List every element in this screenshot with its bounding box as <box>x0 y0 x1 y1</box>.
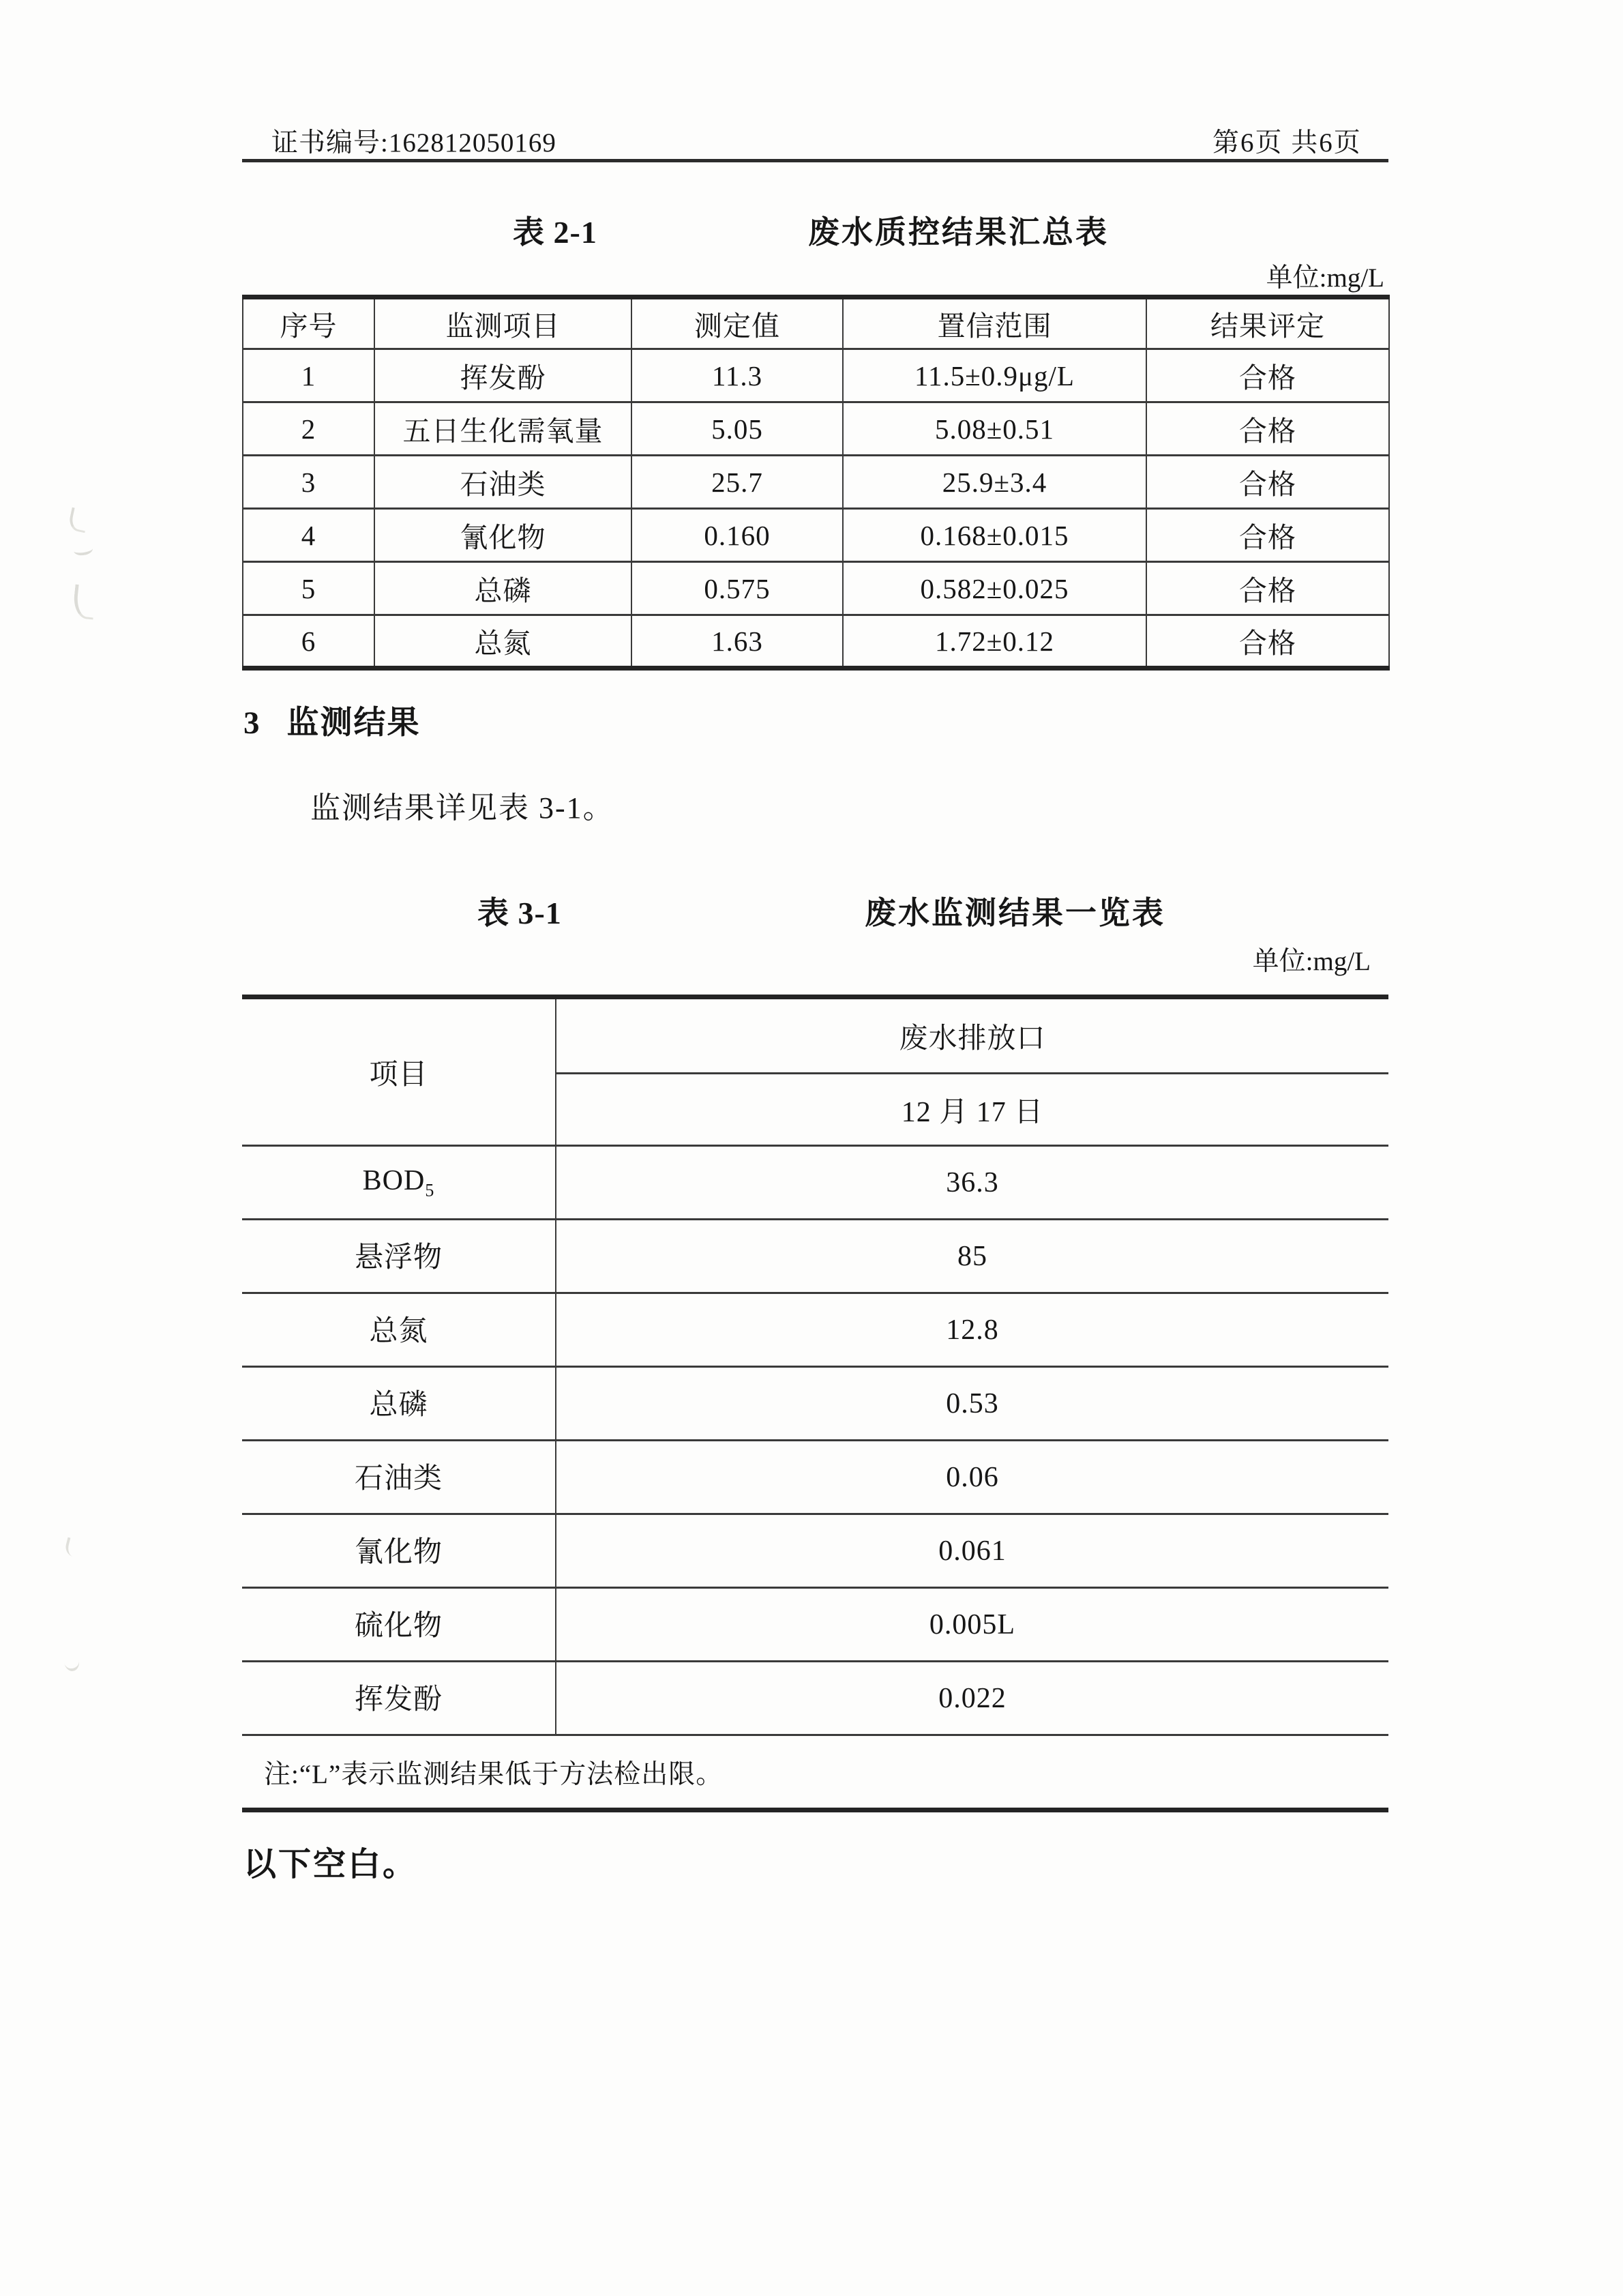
cell-value: 0.160 <box>631 509 843 562</box>
column-header: 置信范围 <box>843 297 1146 349</box>
cell-result: 合格 <box>1146 562 1389 615</box>
table-row <box>242 1293 1388 1367</box>
table-row <box>242 1367 1388 1441</box>
certificate-number: 证书编号:162812050169 <box>271 128 556 158</box>
cell-result: 合格 <box>1146 456 1389 509</box>
table-row <box>243 456 1389 509</box>
table-header-row <box>243 297 1389 349</box>
column-header: 测定值 <box>631 297 843 349</box>
column-header: 序号 <box>243 297 374 349</box>
cell-range: 0.582±0.025 <box>843 562 1146 615</box>
table-row <box>242 1146 1388 1220</box>
cell-item: 总磷 <box>374 562 631 615</box>
cell-item: 五日生化需氧量 <box>374 402 631 456</box>
date-header: 12 月 17 日 <box>556 1074 1388 1146</box>
cell-seq: 4 <box>243 509 374 562</box>
cell-seq: 5 <box>243 562 374 615</box>
monitoring-results-table <box>242 995 1388 1812</box>
table-row <box>242 1220 1388 1293</box>
cell-value: 0.53 <box>556 1367 1388 1441</box>
table31-title: 废水监测结果一览表 <box>865 896 1165 930</box>
table-note-row <box>242 1735 1388 1810</box>
cell-range: 0.168±0.015 <box>843 509 1146 562</box>
table31-unit: 单位:mg/L <box>1252 947 1371 976</box>
cell-item: 总氮 <box>374 615 631 668</box>
item-subscript: 5 <box>425 1180 435 1201</box>
table-row <box>243 402 1389 456</box>
table-row <box>242 1662 1388 1735</box>
cell-item: $BOD_5$ <box>242 1146 556 1220</box>
cell-value: 25.7 <box>631 456 843 509</box>
table31-label: 表 3-1 <box>477 896 562 930</box>
below-blank-text: 以下空白。 <box>243 1846 418 1883</box>
table-row <box>243 615 1389 668</box>
section-heading <box>243 697 421 743</box>
cell-value: 0.06 <box>556 1441 1388 1514</box>
cell-value: 11.3 <box>631 349 843 402</box>
table-row <box>243 349 1389 402</box>
table-row <box>243 562 1389 615</box>
cell-value: 0.005L <box>556 1588 1388 1662</box>
table21-label: 表 2-1 <box>513 215 597 250</box>
cell-item: 氰化物 <box>242 1514 556 1588</box>
outlet-header: 废水排放口 <box>556 997 1388 1074</box>
cell-value: 1.63 <box>631 615 843 668</box>
column-header: 监测项目 <box>374 297 631 349</box>
cell-range: 11.5±0.9μg/L <box>843 349 1146 402</box>
cell-seq: 1 <box>243 349 374 402</box>
scan-artifact <box>73 543 93 557</box>
cell-item: 石油类 <box>242 1441 556 1514</box>
scan-artifact <box>63 1651 81 1672</box>
cell-value: 0.061 <box>556 1514 1388 1588</box>
cell-result: 合格 <box>1146 349 1389 402</box>
cell-result: 合格 <box>1146 509 1389 562</box>
cell-value: 85 <box>556 1220 1388 1293</box>
item-column-header: 项目 <box>369 1059 428 1091</box>
cell-item: 总磷 <box>242 1367 556 1441</box>
cell-item: 总氮 <box>242 1293 556 1367</box>
cell-result: 合格 <box>1146 615 1389 668</box>
cell-item: 氰化物 <box>374 509 631 562</box>
scan-artifact <box>68 507 89 533</box>
table-row <box>242 1441 1388 1514</box>
cell-seq: 2 <box>243 402 374 456</box>
cell-value: 0.575 <box>631 562 843 615</box>
scan-artifact <box>72 585 97 620</box>
cell-value: 12.8 <box>556 1293 1388 1367</box>
cell-range: 1.72±0.12 <box>843 615 1146 668</box>
scan-artifact <box>63 1537 84 1558</box>
table-row <box>242 1514 1388 1588</box>
cell-item: 悬浮物 <box>242 1220 556 1293</box>
cell-range: 25.9±3.4 <box>843 456 1146 509</box>
section-paragraph: 监测结果详见表 3-1。 <box>310 791 614 825</box>
table-header-row <box>242 997 1388 1074</box>
cell-item: 硫化物 <box>242 1588 556 1662</box>
cell-seq: 3 <box>243 456 374 509</box>
cell-item: 挥发酚 <box>374 349 631 402</box>
table-row <box>242 1588 1388 1662</box>
cell-value: 0.022 <box>556 1662 1388 1735</box>
column-header: 结果评定 <box>1146 297 1389 349</box>
table-row <box>243 509 1389 562</box>
cell-value: 36.3 <box>556 1146 1388 1220</box>
page-indicator: 第6页 共6页 <box>1212 128 1362 158</box>
cell-item: 石油类 <box>374 456 631 509</box>
header-rule <box>242 159 1388 162</box>
cell-item: 挥发酚 <box>242 1662 556 1735</box>
cell-result: 合格 <box>1146 402 1389 456</box>
table21-unit: 单位:mg/L <box>1266 263 1384 293</box>
table21-title: 废水质控结果汇总表 <box>808 215 1109 250</box>
table-note: 注:“L”表示监测结果低于方法检出限。 <box>242 1735 1388 1810</box>
cell-seq: 6 <box>243 615 374 668</box>
section-number: 3 <box>243 705 261 741</box>
cell-value: 5.05 <box>631 402 843 456</box>
cell-range: 5.08±0.51 <box>843 402 1146 456</box>
section-heading-text: 监测结果 <box>286 705 421 741</box>
qc-summary-table <box>242 295 1390 671</box>
